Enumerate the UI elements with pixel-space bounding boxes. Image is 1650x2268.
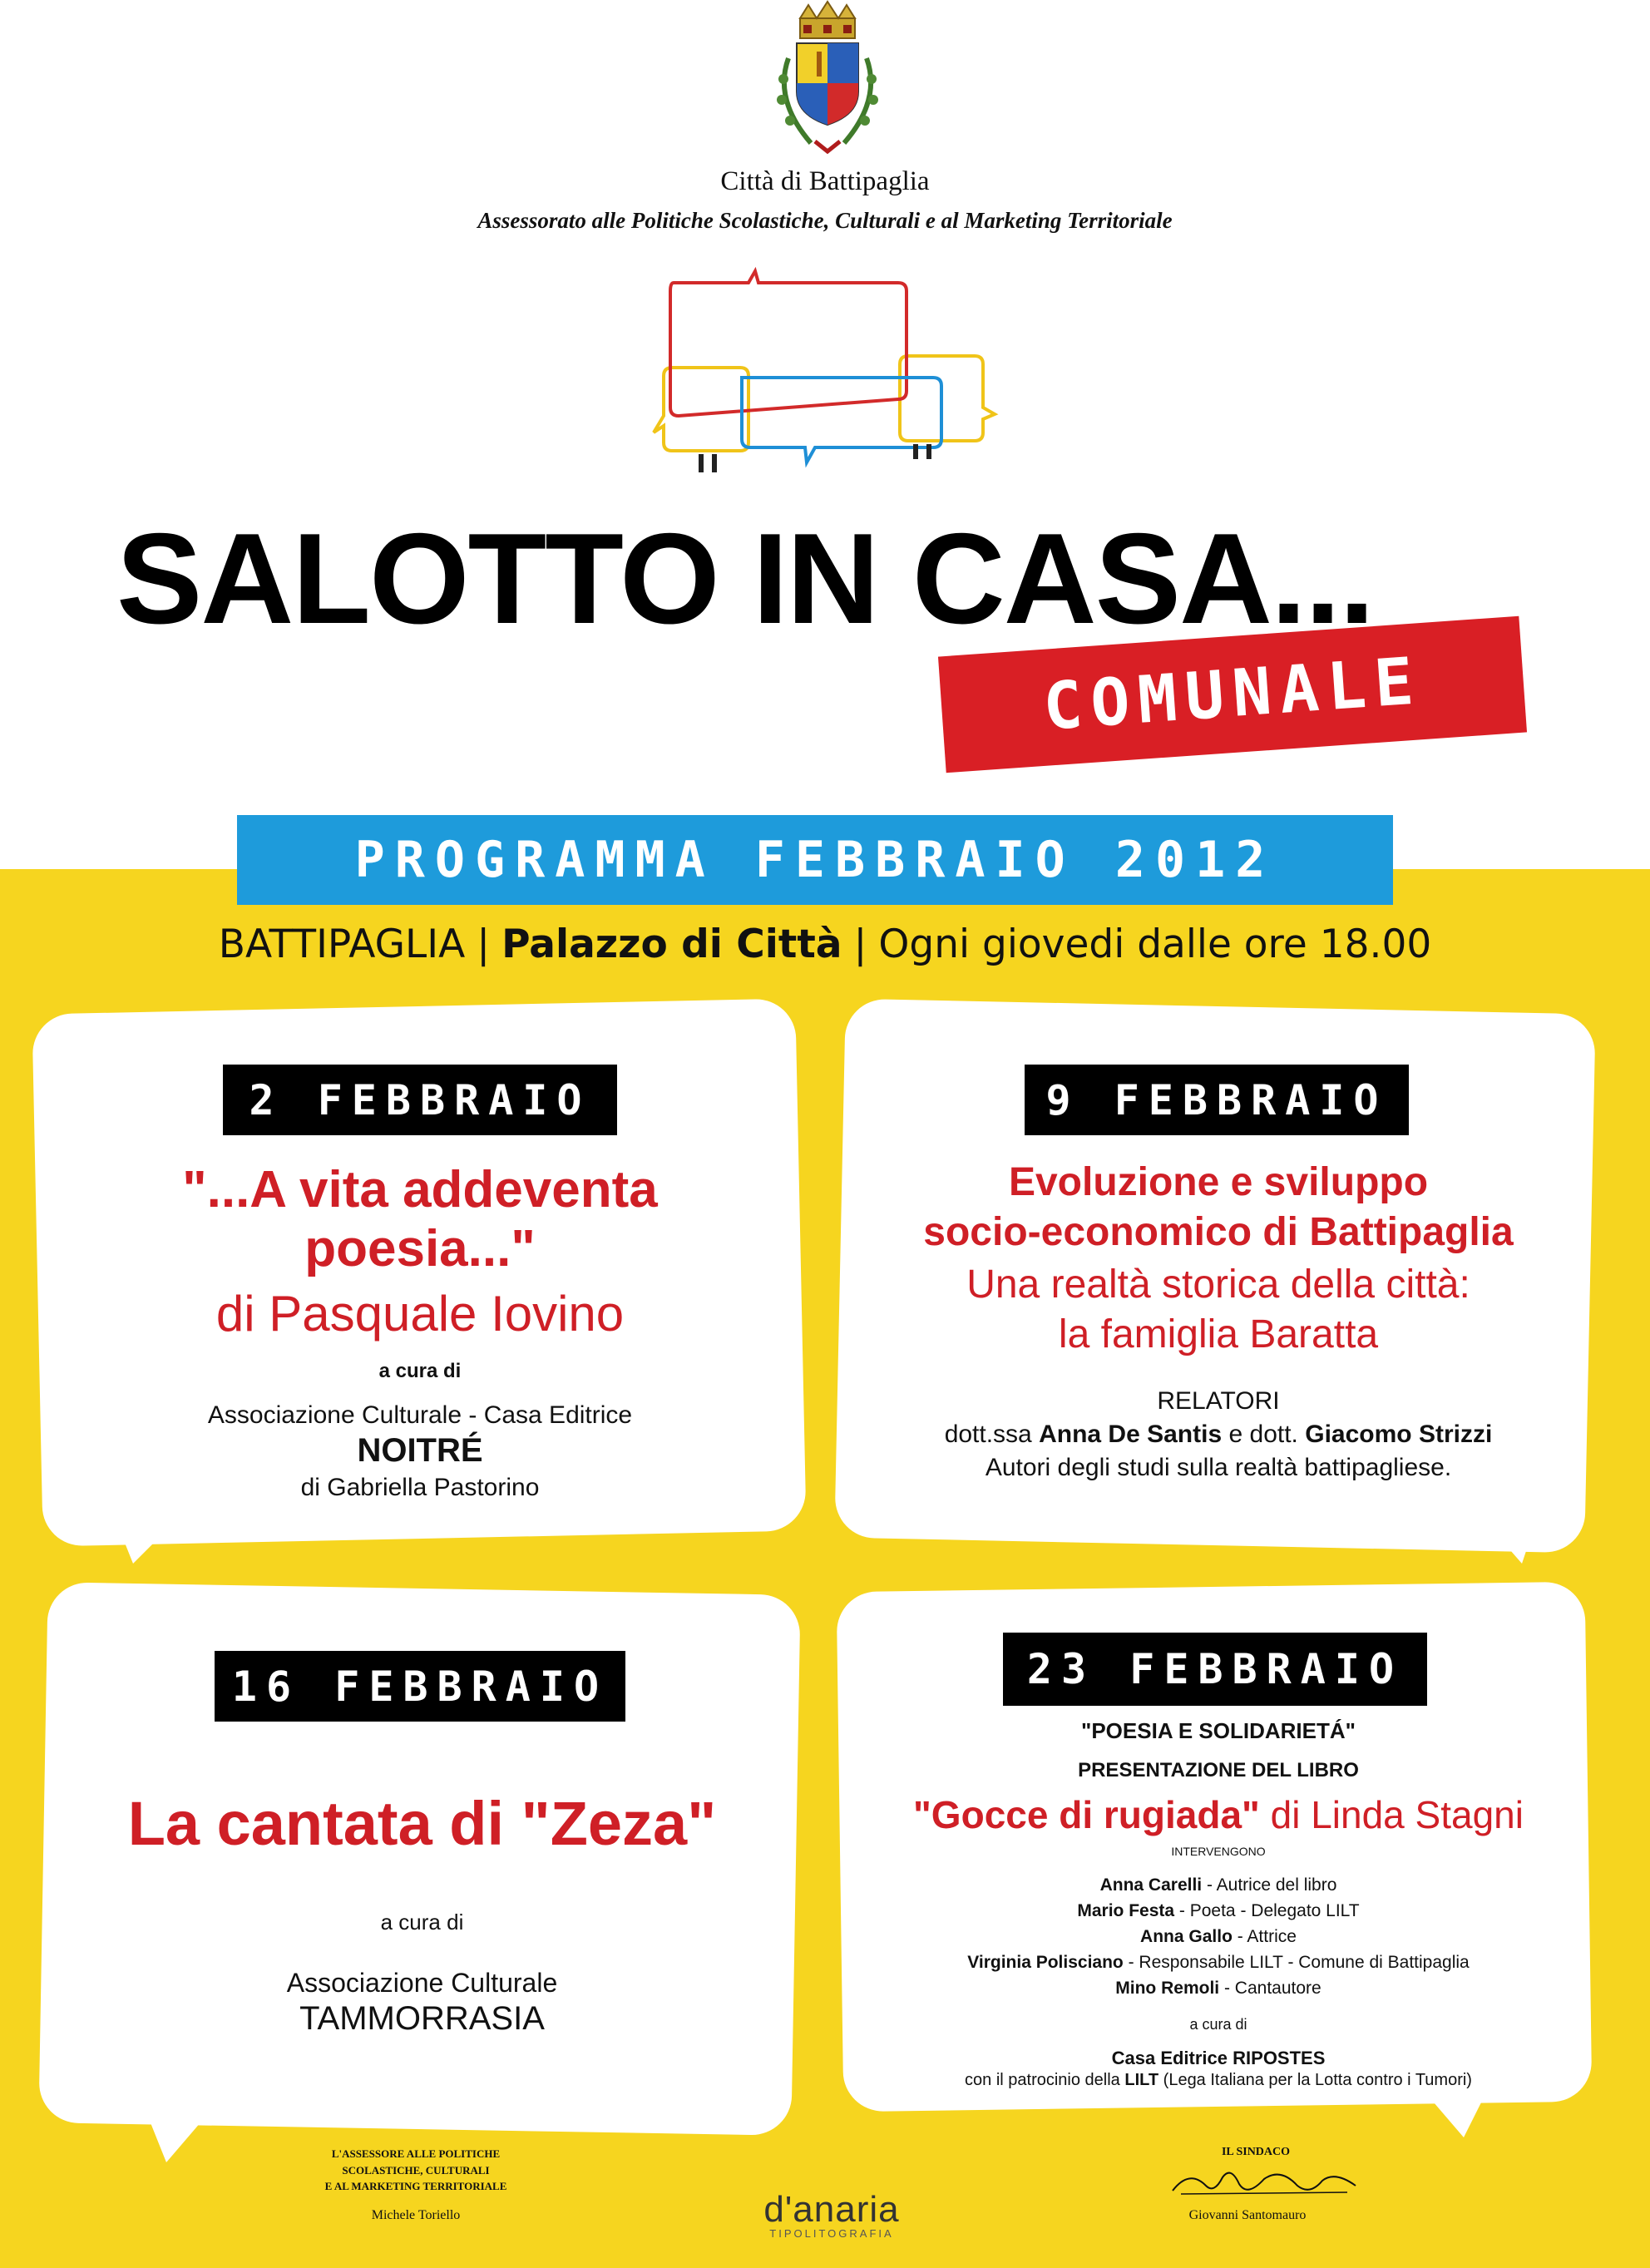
speaker-name: Mino Remoli — [1115, 1979, 1220, 1998]
relatore1-name: Anna De Santis — [1039, 1421, 1223, 1448]
speaker-row — [844, 1898, 1593, 1924]
event-title-2-line1: Evoluzione e sviluppo — [1008, 1160, 1429, 1204]
event-date-1: 2 FEBBRAIO — [223, 1065, 617, 1135]
venue-palace: Palazzo di Città — [501, 922, 842, 967]
event-title-1-line2: poesia..." — [304, 1220, 536, 1278]
assessorato-line: Assessorato alle Politiche Scolastiche, Culturali e al Marketing Territoriale — [477, 208, 1173, 233]
speaker-name: Mario Festa — [1077, 1901, 1175, 1920]
venue-separator: | — [477, 922, 491, 967]
speaker-role: - Cantautore — [1223, 1979, 1321, 1998]
patronage-suffix: (Lega Italiana per la Lotta contro i Tumori) — [1163, 2071, 1472, 2089]
event-subtitle-2-line1: Una realtà storica della città: — [966, 1262, 1470, 1307]
patronage-name: LILT — [1124, 2071, 1159, 2089]
assessore-title-line3: E AL MARKETING TERRITORIALE — [324, 2180, 507, 2192]
assessore-name: Michele Toriello — [371, 2208, 461, 2222]
event-cura-1: a cura di — [378, 1360, 462, 1382]
event-presentazione-4: PRESENTAZIONE DEL LIBRO — [1078, 1759, 1359, 1781]
assessore-title — [283, 2146, 549, 2195]
speaker-row — [844, 1872, 1593, 1898]
event-date-2: 9 FEBBRAIO — [1025, 1065, 1409, 1135]
relatore2-name: Giacomo Strizzi — [1305, 1421, 1493, 1448]
event-book-4 — [844, 1792, 1593, 1837]
event-relatori-label-2: RELATORI — [1157, 1387, 1280, 1415]
book-author: di Linda Stagni — [1270, 1793, 1524, 1836]
city-name: Città di Battipaglia — [720, 166, 930, 196]
event-date-3: 16 FEBBRAIO — [215, 1651, 625, 1722]
speaker-row — [844, 1949, 1593, 1975]
main-title: SALOTTO IN CASA... — [116, 506, 1374, 650]
printer-sub: TIPOLITOGRAFIA — [769, 2227, 894, 2240]
event-relatori-2 — [844, 1421, 1593, 1449]
comunale-label: COMUNALE — [1040, 644, 1425, 745]
book-title: "Gocce di rugiada" — [913, 1793, 1260, 1836]
event-heading-4: "POESIA E SOLIDARIETÁ" — [1081, 1718, 1356, 1743]
event-intervengono-4: INTERVENGONO — [1171, 1845, 1266, 1858]
relatore-conj: e dott. — [1228, 1421, 1298, 1448]
speaker-role: - Autrice del libro — [1206, 1875, 1337, 1895]
event-org-1-line1: Associazione Culturale - Casa Editrice — [207, 1401, 633, 1429]
event-speakers-4 — [844, 1872, 1593, 2001]
assessore-title-line1: L'ASSESSORE ALLE POLITICHE — [331, 2147, 501, 2160]
speaker-row — [844, 1975, 1593, 2001]
event-org-1-line3: di Gabriella Pastorino — [300, 1474, 540, 1501]
relatore1-title: dott.ssa — [944, 1421, 1032, 1448]
speaker-row — [844, 1924, 1593, 1949]
programma-label: PROGRAMMA FEBBRAIO 2012 — [354, 831, 1276, 889]
event-cura-4: a cura di — [1189, 2016, 1247, 2033]
event-author-1: di Pasquale Iovino — [215, 1286, 625, 1342]
speaker-name: Anna Carelli — [1099, 1875, 1203, 1895]
event-patronage-4 — [844, 2071, 1593, 2090]
venue-city: BATTIPAGLIA — [218, 922, 466, 967]
publisher-prefix: Casa Editrice — [1111, 2048, 1228, 2068]
event-title-1 — [50, 1160, 790, 1279]
venue-separator: | — [853, 922, 867, 967]
signature-icon — [1164, 2161, 1364, 2202]
printer-logo — [732, 2189, 931, 2256]
event-org-3-name: TAMMORRASIA — [299, 2000, 545, 2037]
speaker-name: Anna Gallo — [1140, 1927, 1233, 1946]
sindaco-name: Giovanni Santomauro — [1188, 2208, 1307, 2222]
event-org-3-line1: Associazione Culturale — [286, 1968, 558, 1998]
assessore-title-line2: SCOLASTICHE, CULTURALI — [342, 2163, 490, 2177]
event-subtitle-2 — [844, 1260, 1593, 1359]
speaker-role: - Attrice — [1237, 1927, 1297, 1946]
speaker-role: - Poeta - Delegato LILT — [1178, 1901, 1360, 1920]
event-publisher-4 — [844, 2048, 1593, 2069]
event-title-1-line1: "...A vita addeventa — [182, 1161, 658, 1218]
venue-schedule: Ogni giovedi dalle ore 18.00 — [878, 922, 1432, 967]
publisher-name: RIPOSTES — [1233, 2048, 1326, 2068]
event-title-2-line2: socio-economico di Battipaglia — [923, 1209, 1514, 1254]
sindaco-title: IL SINDACO — [1221, 2146, 1291, 2158]
speaker-role: - Responsabile LILT - Comune di Battipaglia — [1128, 1953, 1470, 1972]
event-title-2 — [844, 1158, 1593, 1257]
printer-name: d'anaria — [763, 2189, 900, 2230]
event-cura-3: a cura di — [380, 1910, 464, 1934]
event-org-1-name: NOITRÉ — [357, 1432, 483, 1469]
patronage-prefix: con il patrocinio della — [965, 2071, 1120, 2089]
event-date-4: 23 FEBBRAIO — [1003, 1633, 1427, 1706]
event-relatori-note-2: Autori degli studi sulla realtà battipagliese. — [985, 1454, 1452, 1481]
event-title-3: La cantata di "Zeza" — [127, 1789, 717, 1858]
event-subtitle-2-line2: la famiglia Baratta — [1058, 1312, 1379, 1356]
speaker-name: Virginia Polisciano — [967, 1953, 1124, 1972]
